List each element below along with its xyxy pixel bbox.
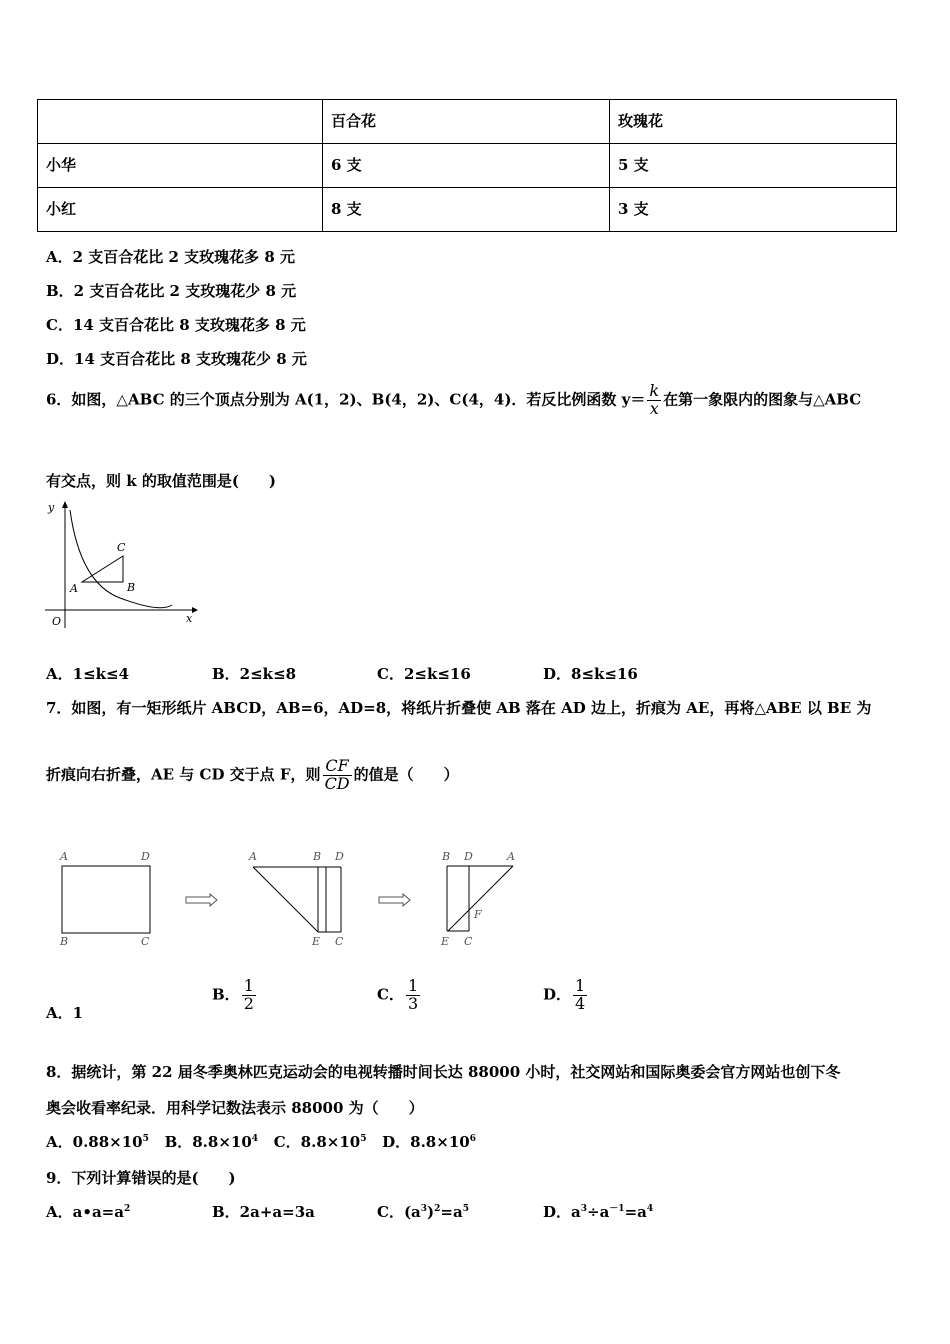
table-cell: 小华 [38, 144, 323, 188]
q8-option-a: A．$0.88\times 10^5$ [46, 1133, 149, 1151]
q9-option-c: C．$(a^3)^2=a^5$ [377, 1203, 469, 1221]
fraction-numerator: 1 [407, 976, 419, 995]
fraction-denominator: x [649, 398, 659, 418]
q6-stem-line2: 有交点，则 k 的取值范围是( ) [46, 472, 277, 490]
q7-option-c [377, 978, 422, 1013]
point-a-label: A [70, 582, 78, 595]
table-cell: 6 支 [323, 144, 610, 188]
q5-option-a: A．2 支百合花比 2 支玫瑰花多 8 元 [46, 248, 296, 266]
q8-options [46, 1131, 476, 1152]
q7-stem-line2 [46, 758, 459, 793]
q7-stem-line1: 7．如图，有一矩形纸片 ABCD，AB=6，AD=8，将纸片折叠使 AB 落在 AD 边上，折痕为 AE，再将△ABE 以 BE 为 [46, 699, 872, 717]
q7-option-a [46, 1002, 83, 1023]
table-cell: 3 支 [610, 188, 897, 232]
table-row [38, 144, 897, 188]
option-value: 1 [72, 1004, 84, 1022]
q6-stem-line1 [46, 383, 861, 418]
fold-step-3 [447, 866, 513, 931]
fraction-denominator: 3 [407, 993, 419, 1013]
q6-graph-figure [40, 498, 200, 633]
fig3-label-b: B [442, 850, 451, 863]
q7-fraction [323, 758, 352, 793]
table-cell: 5 支 [610, 144, 897, 188]
x-axis-label: x [186, 612, 193, 625]
point-c-label: C [117, 541, 126, 554]
fold-step-2 [253, 867, 341, 932]
fig2-label-c: C [335, 935, 344, 948]
fraction-numerator: 1 [575, 976, 586, 995]
fraction-numerator: 1 [243, 976, 254, 995]
fig2-label-d: D [335, 850, 344, 863]
q8-stem-line2: 奥会收看率纪录．用科学记数法表示 88000 为（ ） [46, 1099, 424, 1117]
q7-option-d [543, 978, 589, 1013]
fig1-label-c: C [141, 935, 150, 948]
q6-option-a: A．1≤k≤4 [46, 665, 130, 683]
q8-option-c: C．$8.8\times 10^5$ [273, 1133, 367, 1151]
q6-option-d: D．8≤k≤16 [543, 665, 638, 683]
option-label: C． [377, 985, 404, 1004]
q9-option-b: B．2a+a=3a [212, 1203, 315, 1221]
fraction-denominator: CD [324, 773, 350, 793]
option-fraction [573, 978, 587, 1013]
q7-option-b [212, 978, 258, 1013]
hyperbola-curve [70, 510, 172, 608]
fig3-label-c: C [464, 935, 473, 948]
q6-option-b: B．2≤k≤8 [212, 665, 297, 683]
fig3-label-d: D [464, 850, 473, 863]
q7-stem-pre: 折痕向右折叠，AE 与 CD 交于点 F，则 [46, 765, 321, 784]
q6-option-c: C．2≤k≤16 [377, 665, 471, 683]
fig3-label-e: E [441, 935, 450, 948]
q8-option-d: D．$8.8\times 10^6$ [382, 1133, 476, 1151]
q9-option-a: A．$a•a=a^2$ [46, 1203, 131, 1221]
q8-option-b: B．$8.8\times 10^4$ [164, 1133, 259, 1151]
option-label: B． [212, 985, 240, 1004]
q7-stem-post: 的值是（ ） [353, 765, 459, 784]
fig3-label-a: A [507, 850, 515, 863]
x-axis-arrow [192, 607, 198, 613]
fig2-label-a: A [249, 850, 257, 863]
fraction-denominator: 4 [575, 993, 586, 1013]
origin-label: O [52, 615, 62, 628]
q9-option-d: D．$a^3\div a^{-1}=a^4$ [543, 1203, 654, 1221]
q6-stem-post: 在第一象限内的图象与△ABC [663, 390, 862, 409]
option-label: D． [543, 985, 572, 1004]
q6-stem-pre: 6．如图，△ABC 的三个顶点分别为 A(1，2)、B(4，2)、C(4，4)．若反比例函数 y＝ [46, 390, 646, 409]
fig2-label-e: E [312, 935, 321, 948]
option-fraction [406, 978, 420, 1013]
fig1-label-a: A [60, 850, 68, 863]
rectangle-abcd [62, 866, 150, 933]
q8-stem-line1: 8．据统计，第 22 届冬季奥林匹克运动会的电视转播时间长达 88000 小时，社交网站和国际奥委会官方网站也创下冬 [46, 1063, 841, 1081]
arrow-right-icon [186, 894, 217, 906]
table-cell: 8 支 [323, 188, 610, 232]
fraction-denominator: 2 [243, 993, 254, 1013]
table-cell: 百合花 [323, 100, 610, 144]
arrow-right-icon [379, 894, 410, 906]
point-b-label: B [127, 581, 136, 594]
fig1-label-b: B [60, 935, 69, 948]
y-axis-arrow [62, 501, 68, 508]
flower-price-table [37, 99, 897, 232]
fraction-numerator: k [649, 381, 660, 400]
y-axis-label: y [48, 501, 55, 514]
q5-option-b: B．2 支百合花比 2 支玫瑰花少 8 元 [46, 282, 297, 300]
q9-stem: 9．下列计算错误的是( ) [46, 1169, 236, 1187]
fig3-label-f: F [474, 908, 482, 921]
q5-option-d: D．14 支百合花比 8 支玫瑰花少 8 元 [46, 350, 307, 368]
table-row [38, 188, 897, 232]
option-fraction [242, 978, 256, 1013]
table-header-row [38, 100, 897, 144]
q5-option-c: C．14 支百合花比 8 支玫瑰花多 8 元 [46, 316, 306, 334]
table-cell: 小红 [38, 188, 323, 232]
q7-folding-figure [55, 842, 535, 952]
fig2-label-b: B [313, 850, 322, 863]
fig1-label-d: D [141, 850, 150, 863]
fraction-numerator: CF [323, 758, 352, 776]
q6-fraction [647, 383, 661, 418]
option-label: A． [46, 1004, 73, 1022]
table-cell: 玫瑰花 [610, 100, 897, 144]
table-cell [38, 100, 323, 144]
